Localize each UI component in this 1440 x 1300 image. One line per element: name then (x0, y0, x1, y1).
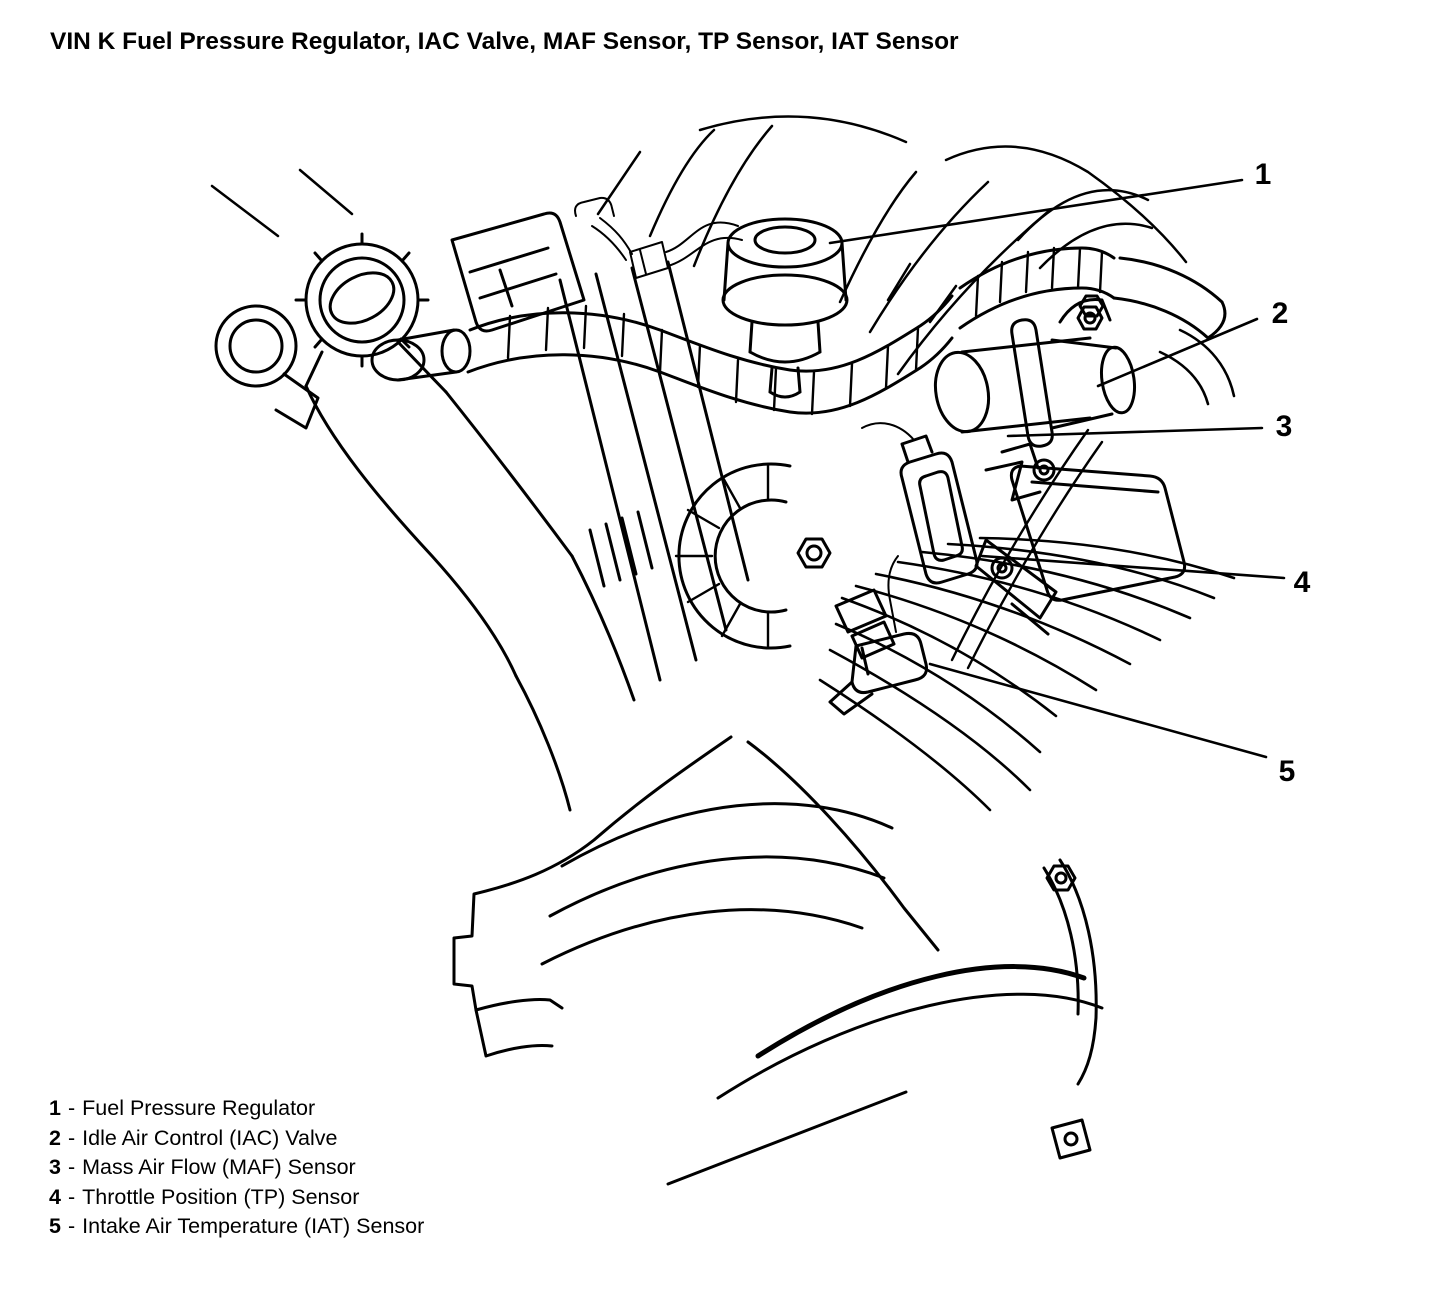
legend-item-4 (49, 1183, 424, 1213)
callout-1: 1 (1254, 158, 1272, 191)
legend-item-label: Mass Air Flow (MAF) Sensor (82, 1155, 356, 1179)
legend-separator: - (67, 1214, 76, 1238)
legend-item-number: 4 (49, 1184, 61, 1209)
harness-loop-drawing (676, 464, 790, 648)
legend-item-number: 2 (49, 1125, 61, 1150)
legend-item-label: Intake Air Temperature (IAT) Sensor (82, 1214, 425, 1238)
engine-silhouette-drawing (454, 737, 1102, 1184)
leader-line-5 (930, 664, 1266, 757)
iat-sensor-drawing (830, 556, 927, 714)
legend-item-2 (49, 1124, 424, 1154)
legend-item-number: 1 (49, 1096, 61, 1120)
legend-item-label: Idle Air Control (IAC) Valve (82, 1125, 338, 1150)
callout-3: 3 (1275, 410, 1293, 443)
legend-item-3 (49, 1153, 424, 1183)
callout-4: 4 (1293, 566, 1311, 599)
callout-5: 5 (1278, 755, 1296, 788)
oil-filler-cap-drawing (296, 234, 446, 392)
leader-line-3 (1008, 428, 1262, 436)
legend (49, 1094, 424, 1242)
legend-item-label: Throttle Position (TP) Sensor (82, 1184, 360, 1209)
legend-separator: - (67, 1096, 76, 1120)
legend-item-5 (49, 1212, 424, 1242)
legend-item-number: 5 (49, 1214, 61, 1238)
pull-ring-drawing (216, 306, 318, 428)
throttle-body-drawing (798, 430, 1102, 668)
callout-2: 2 (1271, 297, 1289, 330)
legend-item-label: Fuel Pressure Regulator (82, 1096, 316, 1120)
legend-separator: - (67, 1155, 76, 1179)
legend-item-number: 3 (49, 1155, 61, 1179)
leader-line-1 (830, 180, 1242, 243)
legend-separator: - (67, 1184, 76, 1209)
legend-item-1 (49, 1094, 424, 1124)
wiring-harness-drawing (468, 248, 1225, 414)
page-title: VIN K Fuel Pressure Regulator, IAC Valve, MAF Sensor, TP Sensor, IAT Sensor (50, 28, 959, 55)
legend-separator: - (67, 1125, 76, 1150)
iac-valve-drawing (929, 296, 1138, 446)
tp-sensor-drawing (862, 423, 977, 583)
